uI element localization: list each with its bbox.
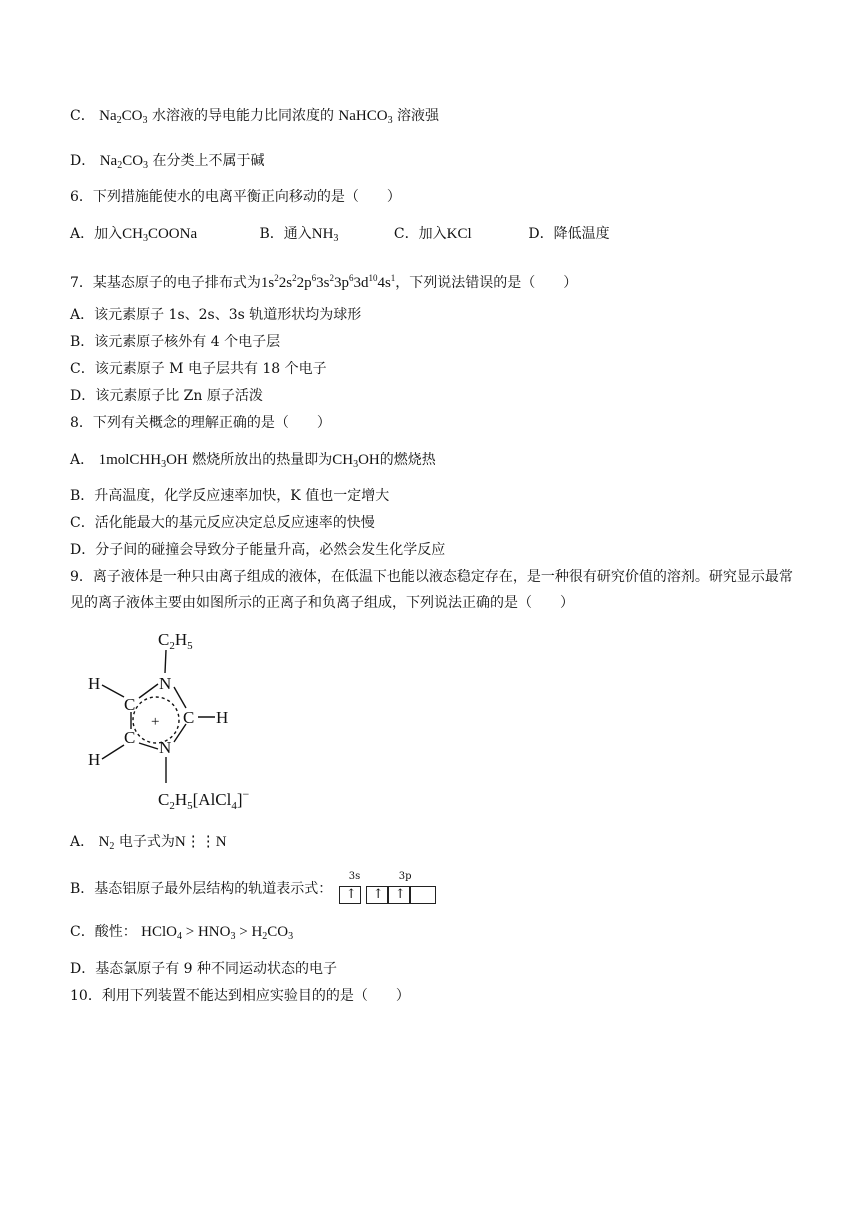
q6-options [70,224,610,249]
bond-n-ethyl-top [165,650,166,673]
formula-nahco3: NaHCO$_3$ [338,108,393,126]
q6-option-d: D．降低温度 [528,226,610,242]
q7-option-d: D．该元素原子比 Zn 原子活泼 [70,388,263,404]
q10-stem: 10．利用下列装置不能达到相应实验目的的是（ ） [70,988,410,1004]
bond-c-n-bottom [139,743,158,749]
orbital-box-3p-3 [410,886,436,904]
q8-stem: 8．下列有关概念的理解正确的是（ ） [70,415,331,431]
q5-option-c: C． $Na_2CO_3$ 水溶液的导电能力比同浓度的 NaHCO$_3$ 溶液强 [70,108,440,126]
bond-h-c-bottom [102,745,124,759]
q7-option-a: A．该元素原子 1s、2s、3s 轨道形状均为球形 [70,307,362,323]
electron-up-arrow-icon: ↑ [394,887,406,902]
electron-up-arrow-icon: ↑ [372,887,384,902]
formula-na2co3: $Na_2CO_3$ [99,153,149,171]
q8-option-c: C．活化能最大的基元反应决定总反应速率的快慢 [70,515,375,531]
q9-stem: 9．离子液体是一种只由离子组成的液体，在低温下也能以液态稳定存在，是一种很有研究价值的溶剂。研究显示最常见的离子液体主要由如图所示的正离子和负离子组成，下列说法正确的是（ ） [70,569,793,611]
q7-option-c: C．该元素原子 M 电子层共有 18 个电子 [70,361,327,377]
formula-na2co3: $Na_2CO_3$ [99,108,148,126]
atom-h-bottom-left: H [88,750,101,769]
q5-option-d: D． $Na_2CO_3$ 在分类上不属于碱 [70,153,265,171]
atom-n-bottom: N [159,738,172,757]
q6-option-b: B．通入$NH_3$ [259,226,339,244]
q9-option-a: A． $N_2$ 电子式为N⋮⋮N [70,834,227,852]
atom-c-right: C [183,708,195,727]
bond-n-c-right-top [174,687,186,708]
bottom-anion-label: $C_2H_5[AlCl_4]^-$ [158,787,250,812]
positive-charge: + [151,714,160,730]
q9-option-c: C．酸性： HClO$_4$ > $HNO_3 > H_2CO_3$ [70,924,294,942]
q6-option-a: A．加入$CH_3COONa$ [70,226,198,244]
electron-up-arrow-icon: ↑ [345,887,357,902]
imidazolium-structure-figure [80,625,280,815]
q6-option-c: C．加入KCl [393,226,472,242]
q8-option-b: B．升高温度，化学反应速率加快，K 值也一定增大 [70,488,390,504]
q9-option-d: D．基态氯原子有 9 种不同运动状态的电子 [70,961,338,977]
q6-stem: 6．下列措施能使水的电离平衡正向移动的是（ ） [70,189,401,205]
atom-n-top: N [159,674,172,693]
q7-option-b: B．该元素原子核外有 4 个电子层 [70,334,281,350]
atom-c-left-top: C [124,695,136,714]
q7-stem: 7．某基态原子的电子排布式为$1s^22s^22p^63s^23p^63d^{10}4s^1$，下列说法错误的是（ ） [70,273,578,291]
q8-option-a: A． 1molCHH$_3$OH 燃烧所放出的热量即为$CH_3OH$的燃烧热 [70,452,436,470]
atom-h-right: H [216,708,229,727]
bond-c-n-top [139,684,158,698]
atom-c-left-bottom: C [124,728,136,747]
bond-h-c-top [102,685,124,697]
top-ethyl-label: $C_2H_5$ [158,630,193,652]
q9-option-b: B．基态铝原子最外层结构的轨道表示式： 3s 3p ↑ ↑ ↑ [70,872,439,906]
atom-h-top-left: H [88,674,101,693]
electron-configuration: $1s^22s^22p^63s^23p^63d^{10}4s^1$ [260,273,396,291]
q8-option-d: D．分子间的碰撞会导致分子能量升高，必然会发生化学反应 [70,542,446,558]
aluminum-orbital-diagram: 3s 3p ↑ ↑ ↑ [339,872,439,906]
